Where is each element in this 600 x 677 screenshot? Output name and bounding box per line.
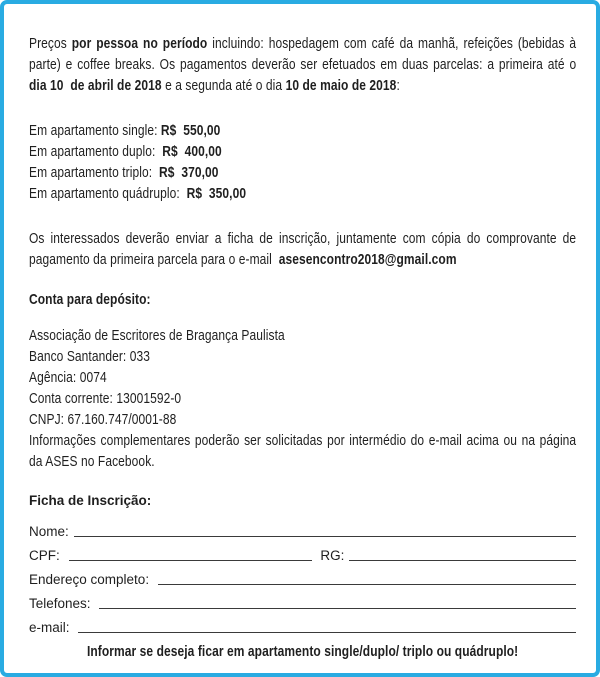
endereco-field-line [158,583,576,585]
telefones-field-line [99,607,576,609]
account-block [29,325,576,472]
price-label: Em apartamento triplo: [29,164,159,181]
intro-bold-first-date: dia 10 de abril de 2018 [29,77,162,94]
rg-label: RG: [320,548,345,563]
footer-note: Informar se deseja ficar em apartamento single/duplo/ triplo ou quádruplo! [86,643,519,660]
account-line-agency: Agência: 0074 [29,369,107,386]
contact-email: asesencontro2018@gmail.com [278,251,457,268]
nome-label: Nome: [29,524,69,539]
intro-text-4: : [396,77,400,94]
price-value: R$ 350,00 [186,185,247,202]
rg-field-line [349,559,576,561]
intro-text-1: Preços [29,35,72,52]
form-heading: Ficha de Inscrição: [29,493,152,508]
nome-field-line [74,535,576,537]
price-label: Em apartamento quádruplo: [29,185,187,202]
price-value: R$ 550,00 [160,122,221,139]
form-row-email [29,612,576,636]
cpf-label: CPF: [29,548,64,563]
price-row-single [29,120,576,141]
account-heading: Conta para depósito: [29,291,151,308]
form-row-endereco [29,564,576,588]
account-line-bank: Banco Santander: 033 [29,348,151,365]
price-label: Em apartamento single: [29,122,161,139]
account-line-association: Associação de Escritores de Bragança Paulista [29,327,285,344]
email-field-line [78,631,576,633]
price-label: Em apartamento duplo: [29,143,163,160]
instructions-text: Os interessados deverão enviar a ficha de inscrição, juntamente com cópia do comprovante de pagamento da primeira parcela para o e-mail [29,230,577,268]
intro-bold-per-person: por pessoa no período [71,35,208,52]
instructions-paragraph [29,228,576,270]
registration-form [29,516,576,636]
price-list [29,120,576,204]
account-line-current-account: Conta corrente: 13001592-0 [29,390,182,407]
endereco-label: Endereço completo: [29,572,153,587]
telefones-label: Telefones: [29,596,95,611]
price-value: R$ 370,00 [158,164,219,181]
price-row-quadruplo [29,183,576,204]
price-value: R$ 400,00 [162,143,222,160]
intro-text-2: incluindo: hospedagem com café da manhã, refeições (bebidas à parte) e coffee breaks. Os pagamentos deverão ser efetuados em duas parcelas: a primeira até o [29,35,577,73]
email-label: e-mail: [29,620,74,635]
intro-block [29,33,576,96]
form-row-nome [29,516,576,540]
cpf-field-line [69,559,313,561]
account-line-cnpj: CNPJ: 67.160.747/0001-88 [29,411,177,428]
price-row-triplo [29,162,576,183]
intro-bold-second-date: 10 de maio de 2018 [285,77,397,94]
instructions-block [29,228,576,270]
intro-text-3: e a segunda até o dia [161,77,286,94]
form-row-cpf-rg [29,540,576,564]
account-note: Informações complementares poderão ser solicitadas por intermédio do e-mail acima ou na página da ASES no Facebook. [29,432,577,470]
price-row-duplo [29,141,576,162]
form-row-telefones [29,588,576,612]
intro-paragraph [29,33,576,96]
